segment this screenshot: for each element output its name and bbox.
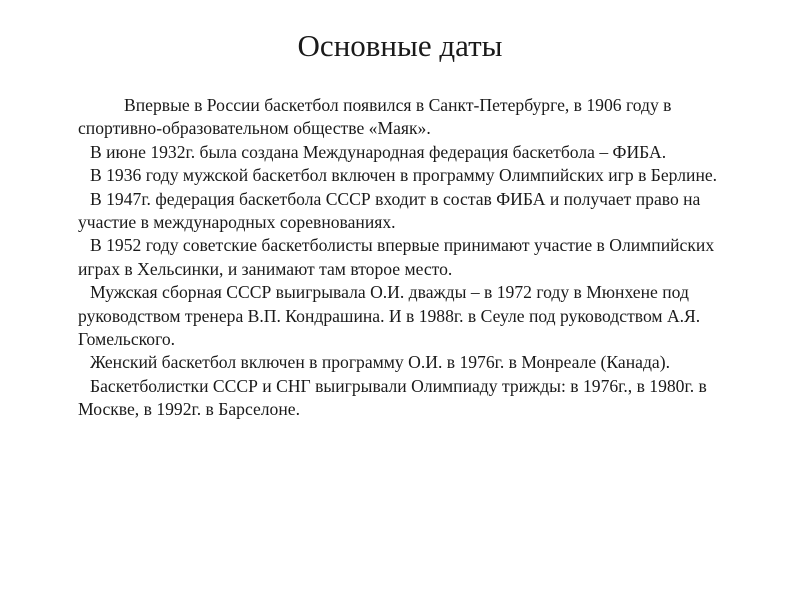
paragraph-berlin-1936: В 1936 году мужской баскетбол включен в программу Олимпийских игр в Берлине.: [90, 165, 718, 186]
slide-title: Основные даты: [297, 28, 503, 63]
paragraph-helsinki-1952: В 1952 году советские баскетболисты впервые принимают участие в Олимпийских играх в Хельсинки, и занимают там второе место.: [78, 235, 715, 279]
paragraph-mens-team-olympics: Мужская сборная СССР выигрывала О.И. дважды – в 1972 году в Мюнхене под руководством тренера В.П. Кондрашина. И в 1988г. в Сеуле под руководством А.Я. Гомельского.: [78, 282, 701, 350]
paragraph-ussr-fiba-1947: В 1947г. федерация баскетбола СССР входит в состав ФИБА и получает право на участие в международных соревнованиях.: [78, 188, 701, 233]
slide-body: [78, 94, 750, 422]
paragraph-womens-team-wins: Баскетболистки СССР и СНГ выигрывали Олимпиаду трижды: в 1976г., в 1980г. в Москве, в 1992г. в Барселоне.: [78, 375, 707, 420]
paragraph-womens-basketball-1976: Женский баскетбол включен в программу О.И. в 1976г. в Монреале (Канада).: [90, 352, 670, 373]
paragraph-russia-1906: Впервые в России баскетбол появился в Санкт-Петербурге, в 1906 году в спортивно-образовательном обществе «Маяк».: [78, 95, 672, 139]
paragraph-fiba-1932: В июне 1932г. была создана Международная федерация баскетбола – ФИБА.: [90, 141, 667, 162]
